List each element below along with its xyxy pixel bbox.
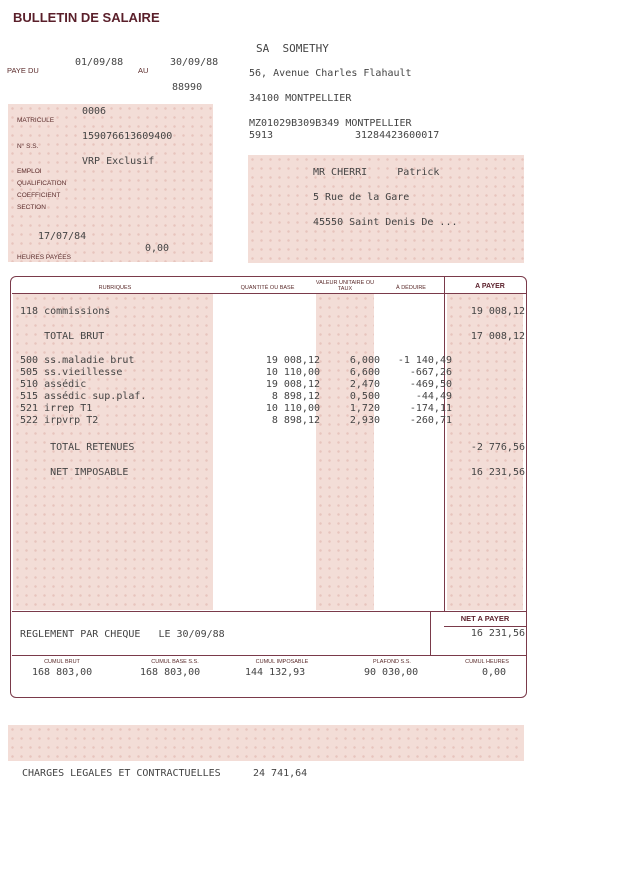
employer-name: SA SOMETHY: [256, 42, 329, 55]
net-label-underline: [444, 626, 526, 627]
payer-column-divider: [444, 277, 445, 611]
employer-ref2a: 5913: [249, 130, 274, 141]
row-taux: 0,500: [349, 391, 380, 402]
net-section-separator: [12, 611, 526, 612]
row-taux: 2,930: [349, 415, 380, 426]
paye-du-label: PAYE DU: [7, 66, 39, 75]
employer-address2: 34100 MONTPELLIER: [249, 93, 352, 104]
section-label: SECTION: [17, 204, 46, 211]
row-taux: 6,000: [349, 355, 380, 366]
row-label: 515 assédic sup.plaf.: [20, 391, 147, 402]
recipient-name: MR CHERRI Patrick: [313, 167, 440, 178]
row-base: 8 898,12: [271, 391, 320, 402]
recipient-address2: 45550 Saint Denis De ...: [313, 217, 458, 228]
period-to: 30/09/88: [170, 57, 219, 68]
row-label: 505 ss.vieillesse: [20, 367, 123, 378]
cumul-separator: [12, 655, 526, 656]
row-label: 522 irpvrp T2: [20, 415, 99, 426]
matricule-value: 0006: [82, 106, 107, 117]
cumul-heures-value: 0,00: [482, 667, 507, 678]
rubriques-header: RUBRIQUES: [98, 285, 132, 291]
row-label: 510 assédic: [20, 379, 87, 390]
row-taux: 1,720: [349, 403, 380, 414]
employer-ref1: MZ01029B309B349 MONTPELLIER: [249, 118, 412, 129]
taux-column-band: [316, 294, 374, 610]
header-separator: [12, 293, 526, 294]
row-payer: 19 008,12: [470, 306, 525, 317]
document-title: BULLETIN DE SALAIRE: [13, 10, 160, 25]
emploi-value: VRP Exclusif: [82, 156, 155, 167]
plafond-ss-value: 90 030,00: [364, 667, 419, 678]
matricule-label: MATRICULE: [17, 117, 55, 124]
au-label: AU: [138, 66, 149, 75]
row-base: 19 008,12: [265, 355, 320, 366]
bottom-band: [8, 725, 524, 761]
cumul-imposable-value: 144 132,93: [245, 667, 306, 678]
row-base: 8 898,12: [271, 415, 320, 426]
net-column-divider: [430, 611, 431, 656]
row-base: 10 110,00: [265, 367, 320, 378]
heures-label: HEURES PAYÉES: [17, 254, 71, 261]
row-payer: -2 776,56: [470, 442, 525, 453]
row-taux: 2,470: [349, 379, 380, 390]
row-deduire: -667,26: [409, 367, 452, 378]
charges-label: CHARGES LEGALES ET CONTRACTUELLES: [22, 768, 221, 779]
row-deduire: -44,49: [415, 391, 452, 402]
nss-value: 159076613609400: [82, 131, 173, 142]
emploi-label: EMPLOI: [17, 168, 42, 175]
coefficient-label: COEFFICIENT: [17, 192, 61, 199]
reglement-text: REGLEMENT PAR CHEQUE LE 30/09/88: [20, 629, 225, 640]
row-label: TOTAL RETENUES: [20, 442, 135, 453]
net-a-payer-label: NET A PAYER: [460, 614, 510, 623]
cumul-base-value: 168 803,00: [140, 667, 201, 678]
cumul-heures-label: CUMUL HEURES: [465, 659, 509, 665]
plafond-ss-label: PLAFOND S.S.: [373, 659, 411, 665]
valeur-header: VALEUR UNITAIRE OU TAUX: [315, 280, 375, 292]
row-label: 521 irrep T1: [20, 403, 93, 414]
row-base: 10 110,00: [265, 403, 320, 414]
heures-value: 0,00: [145, 243, 170, 254]
row-deduire: -174,11: [409, 403, 452, 414]
cumul-imposable-label: CUMUL IMPOSABLE: [255, 659, 309, 665]
row-label: 118 commissions: [20, 306, 111, 317]
row-label: NET IMPOSABLE: [20, 467, 129, 478]
row-label: 500 ss.maladie brut: [20, 355, 135, 366]
payer-header: A PAYER: [475, 283, 505, 290]
row-label: TOTAL BRUT: [20, 331, 105, 342]
entry-date: 17/07/84: [38, 231, 87, 242]
row-payer: 17 008,12: [470, 331, 525, 342]
row-deduire: -469,50: [409, 379, 452, 390]
quantite-header: QUANTITÉ OU BASE: [240, 285, 295, 291]
qualification-label: QUALIFICATION: [17, 180, 67, 187]
row-taux: 6,600: [349, 367, 380, 378]
cumul-brut-label: CUMUL BRUT: [44, 659, 80, 665]
net-amount: 16 231,56: [470, 628, 525, 639]
row-deduire: -260,71: [409, 415, 452, 426]
row-base: 19 008,12: [265, 379, 320, 390]
row-deduire: -1 140,49: [397, 355, 452, 366]
employer-ref2b: 31284423600017: [355, 130, 440, 141]
period-from: 01/09/88: [75, 57, 124, 68]
cumul-base-label: CUMUL BASE S.S.: [151, 659, 199, 665]
deduire-header: À DÉDUIRE: [396, 285, 426, 291]
recipient-address1: 5 Rue de la Gare: [313, 192, 410, 203]
period-code: 88990: [172, 82, 203, 93]
row-payer: 16 231,56: [470, 467, 525, 478]
employer-address1: 56, Avenue Charles Flahault: [249, 68, 412, 79]
cumul-brut-value: 168 803,00: [32, 667, 93, 678]
charges-value: 24 741,64: [253, 768, 308, 779]
nss-label: N° S.S.: [17, 143, 39, 150]
